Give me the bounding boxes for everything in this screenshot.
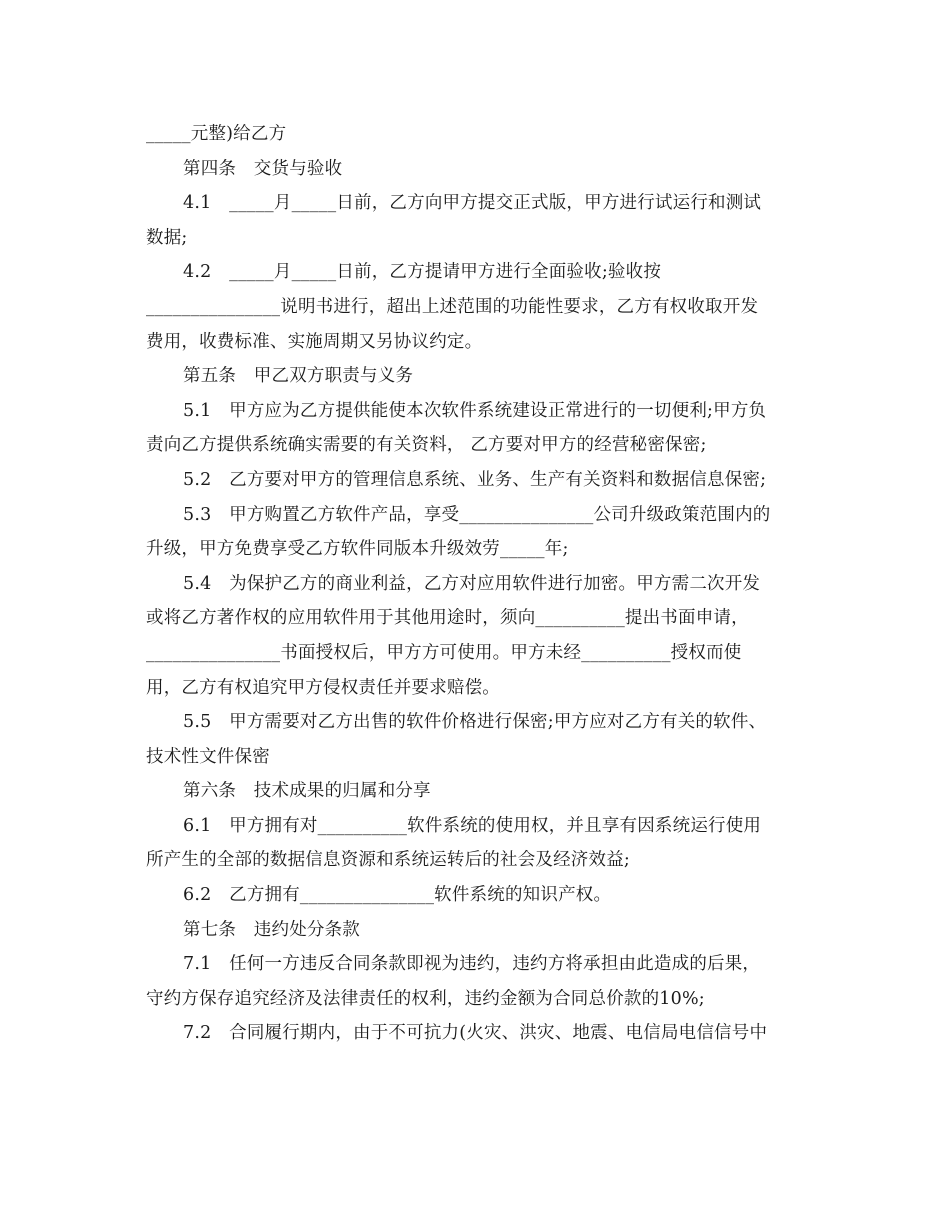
text-line: 升级，甲方免费享受乙方软件同版本升级效劳_____年; xyxy=(146,539,569,560)
document-body xyxy=(146,117,806,1051)
text-line: _______________说明书进行，超出上述范围的功能性要求，乙方有权收取开发 xyxy=(146,296,759,317)
text-line: 技术性文件保密 xyxy=(146,746,270,767)
clause-6-1: 6.1 甲方拥有对__________软件系统的使用权，并且享有因系统运行使用 xyxy=(183,815,762,836)
text-line: 数据; xyxy=(146,227,188,248)
clause-7-2: 7.2 合同履行期内，由于不可抗力(火灾、洪灾、地震、电信局电信信号中 xyxy=(183,1023,768,1044)
text-line: 所产生的全部的数据信息资源和系统运转后的社会及经济效益; xyxy=(146,850,630,871)
text-line: 或将乙方著作权的应用软件用于其他用途时，须向__________提出书面申请， xyxy=(146,608,749,629)
section-heading-6: 第六条 技术成果的归属和分享 xyxy=(183,781,431,802)
text-line: 费用，收费标准、实施周期又另协议约定。 xyxy=(146,331,483,352)
clause-7-1: 7.1 任何一方违反合同条款即视为违约，违约方将承担由此造成的后果， xyxy=(183,954,761,975)
clause-4-2: 4.2 _____月_____日前，乙方提请甲方进行全面验收;验收按 xyxy=(183,262,662,283)
clause-5-3: 5.3 甲方购置乙方软件产品，享受_______________公司升级政策范围内的 xyxy=(183,504,771,525)
text-line: _______________书面授权后，甲方方可使用。甲方未经__________授权而使 xyxy=(146,642,742,663)
clause-6-2: 6.2 乙方拥有_______________软件系统的知识产权。 xyxy=(183,885,612,906)
section-heading-5: 第五条 甲乙双方职责与义务 xyxy=(183,366,414,387)
section-heading-7: 第七条 违约处分条款 xyxy=(183,919,360,940)
clause-5-5: 5.5 甲方需要对乙方出售的软件价格进行保密;甲方应对乙方有关的软件、 xyxy=(183,712,767,733)
section-heading-4: 第四条 交货与验收 xyxy=(183,158,343,179)
clause-4-1: 4.1 _____月_____日前，乙方向甲方提交正式版，甲方进行试运行和测试 xyxy=(183,193,762,214)
text-line: 守约方保存追究经济及法律责任的权利，违约金额为合同总价款的10%; xyxy=(146,988,705,1009)
text-line: _____元整)给乙方 xyxy=(146,124,287,144)
text-line: 用，乙方有权追究甲方侵权责任并要求赔偿。 xyxy=(146,677,500,698)
clause-5-2: 5.2 乙方要对甲方的管理信息系统、业务、生产有关资料和数据信息保密; xyxy=(183,469,767,490)
text-line: 责向乙方提供系统确实需要的有关资料， 乙方要对甲方的经营秘密保密; xyxy=(146,435,707,456)
clause-5-1: 5.1 甲方应为乙方提供能使本次软件系统建设正常进行的一切便利;甲方负 xyxy=(183,400,767,421)
clause-5-4: 5.4 为保护乙方的商业利益，乙方对应用软件进行加密。甲方需二次开发 xyxy=(183,573,761,594)
